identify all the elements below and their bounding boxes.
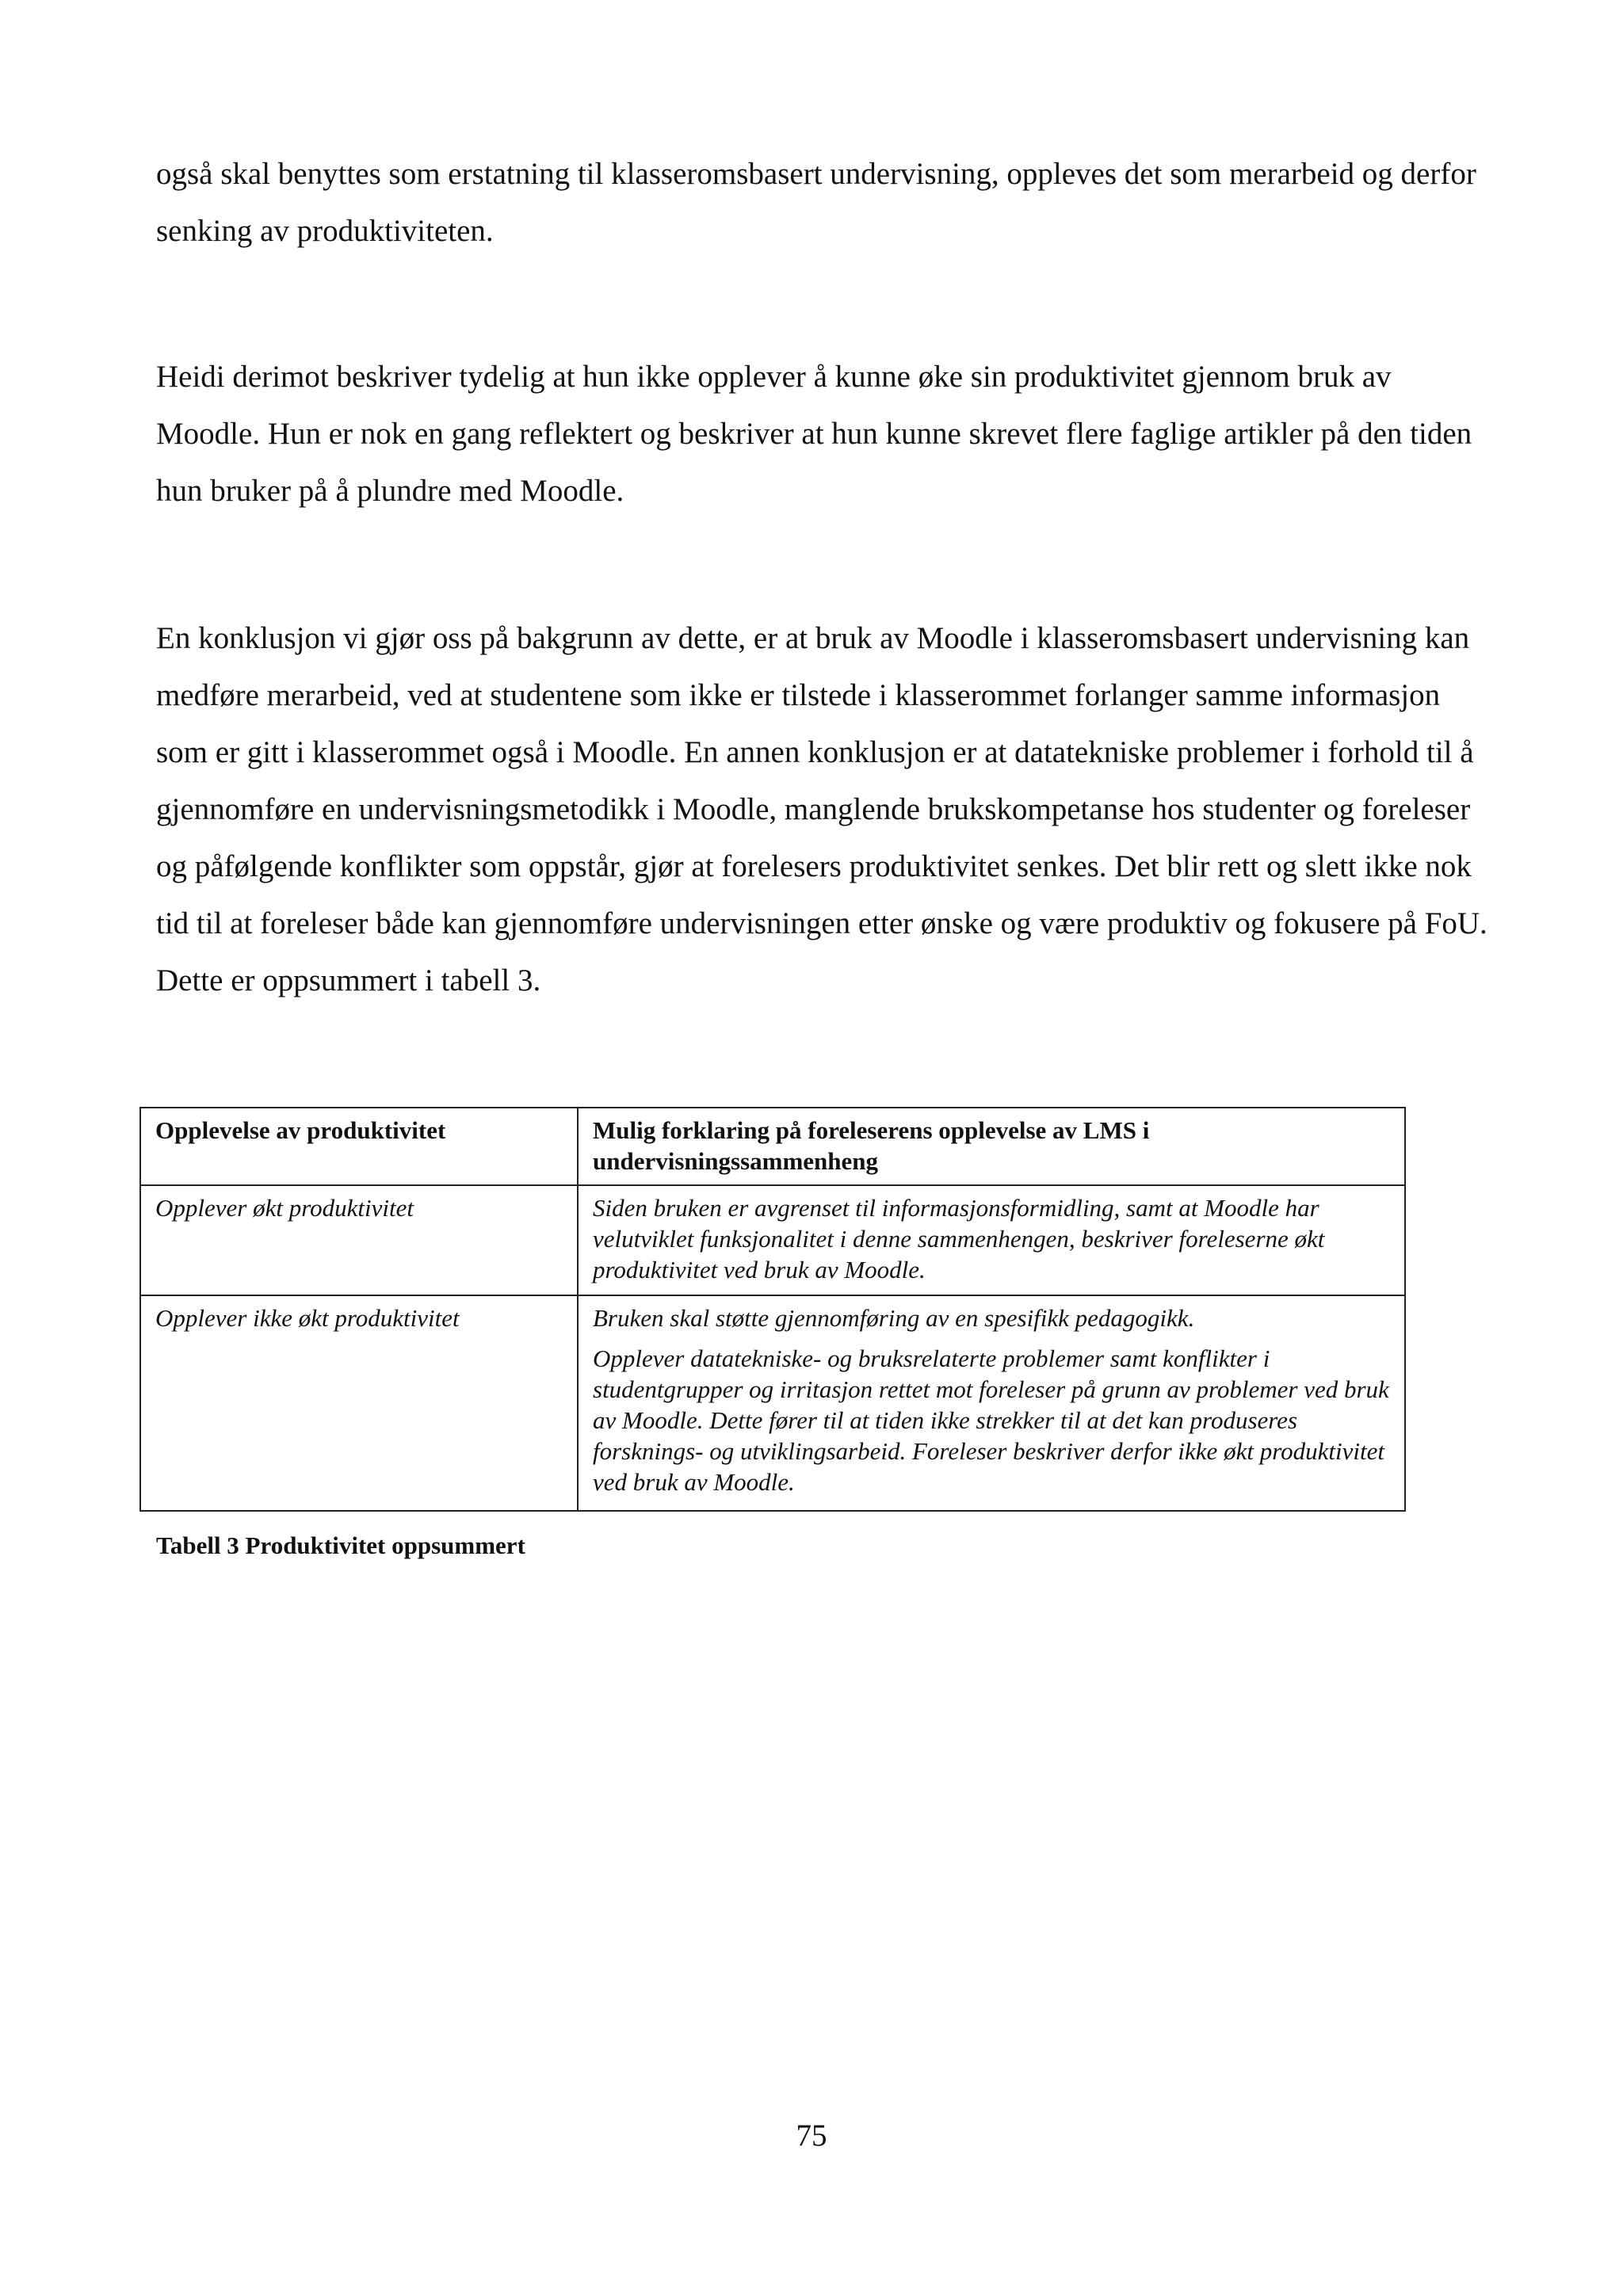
explanation-text: Bruken skal støtte gjennomføring av en spesifikk pedagogikk. xyxy=(593,1304,1195,1332)
table-cell-explanation xyxy=(578,1295,1405,1511)
table-cell-experience: Opplever økt produktivitet xyxy=(140,1185,578,1295)
table-header-experience: Opplevelse av produktivitet xyxy=(140,1108,578,1185)
table-header-row xyxy=(140,1108,1405,1185)
table-cell-explanation xyxy=(578,1185,1405,1295)
table-caption: Tabell 3 Produktivitet oppsummert xyxy=(156,1531,525,1559)
table-row xyxy=(140,1185,1405,1295)
productivity-summary-table xyxy=(139,1107,1406,1512)
table-header-explanation: Mulig forklaring på foreleserens opplevelse av LMS i undervisningssammenheng xyxy=(578,1108,1405,1185)
body-paragraph-2: Heidi derimot beskriver tydelig at hun ikke opplever å kunne øke sin produktivitet gjennom bruk av Moodle. Hun er nok en gang reflektert og beskriver at hun kunne skrevet flere faglige artikler på den tiden hun bruker på å plundre med Moodle. xyxy=(156,360,1472,508)
explanation-text: Opplever datatekniske- og bruksrelaterte problemer samt konflikter i studentgrupper og irritasjon rettet mot foreleser på grunn av problemer ved bruk av Moodle. Dette fører til at tiden ikke strekker til at det kan produseres forsknings- og utviklingsarbeid. Foreleser beskriver derfor ikke økt produktivitet ved bruk av Moodle. xyxy=(593,1344,1389,1496)
table-cell-experience: Opplever ikke økt produktivitet xyxy=(140,1295,578,1511)
explanation-text: Siden bruken er avgrenset til informasjonsformidling, samt at Moodle har velutviklet funksjonalitet i denne sammenhengen, beskriver foreleserne økt produktivitet ved bruk av Moodle. xyxy=(593,1194,1325,1283)
body-paragraph-1: også skal benyttes som erstatning til klasseromsbasert undervisning, oppleves det som merarbeid og derfor senking av produktiviteten. xyxy=(156,157,1476,248)
page-number: 75 xyxy=(796,2119,827,2153)
table-row xyxy=(140,1295,1405,1511)
body-paragraph-3: En konklusjon vi gjør oss på bakgrunn av dette, er at bruk av Moodle i klasseromsbasert undervisning kan medføre merarbeid, ved at studentene som ikke er tilstede i klasserommet forlanger samme informasjon som er gitt i klasserommet også i Moodle. En annen konklusjon er at datatekniske problemer i forhold til å gjennomføre en undervisningsmetodikk i Moodle, manglende brukskompetanse hos studenter og foreleser og påfølgende konflikter som oppstår, gjør at forelesers produktivitet senkes. Det blir rett og slett ikke nok tid til at foreleser både kan gjennomføre undervisningen etter ønske og være produktiv og fokusere på FoU. Dette er oppsummert i tabell 3. xyxy=(156,621,1487,997)
